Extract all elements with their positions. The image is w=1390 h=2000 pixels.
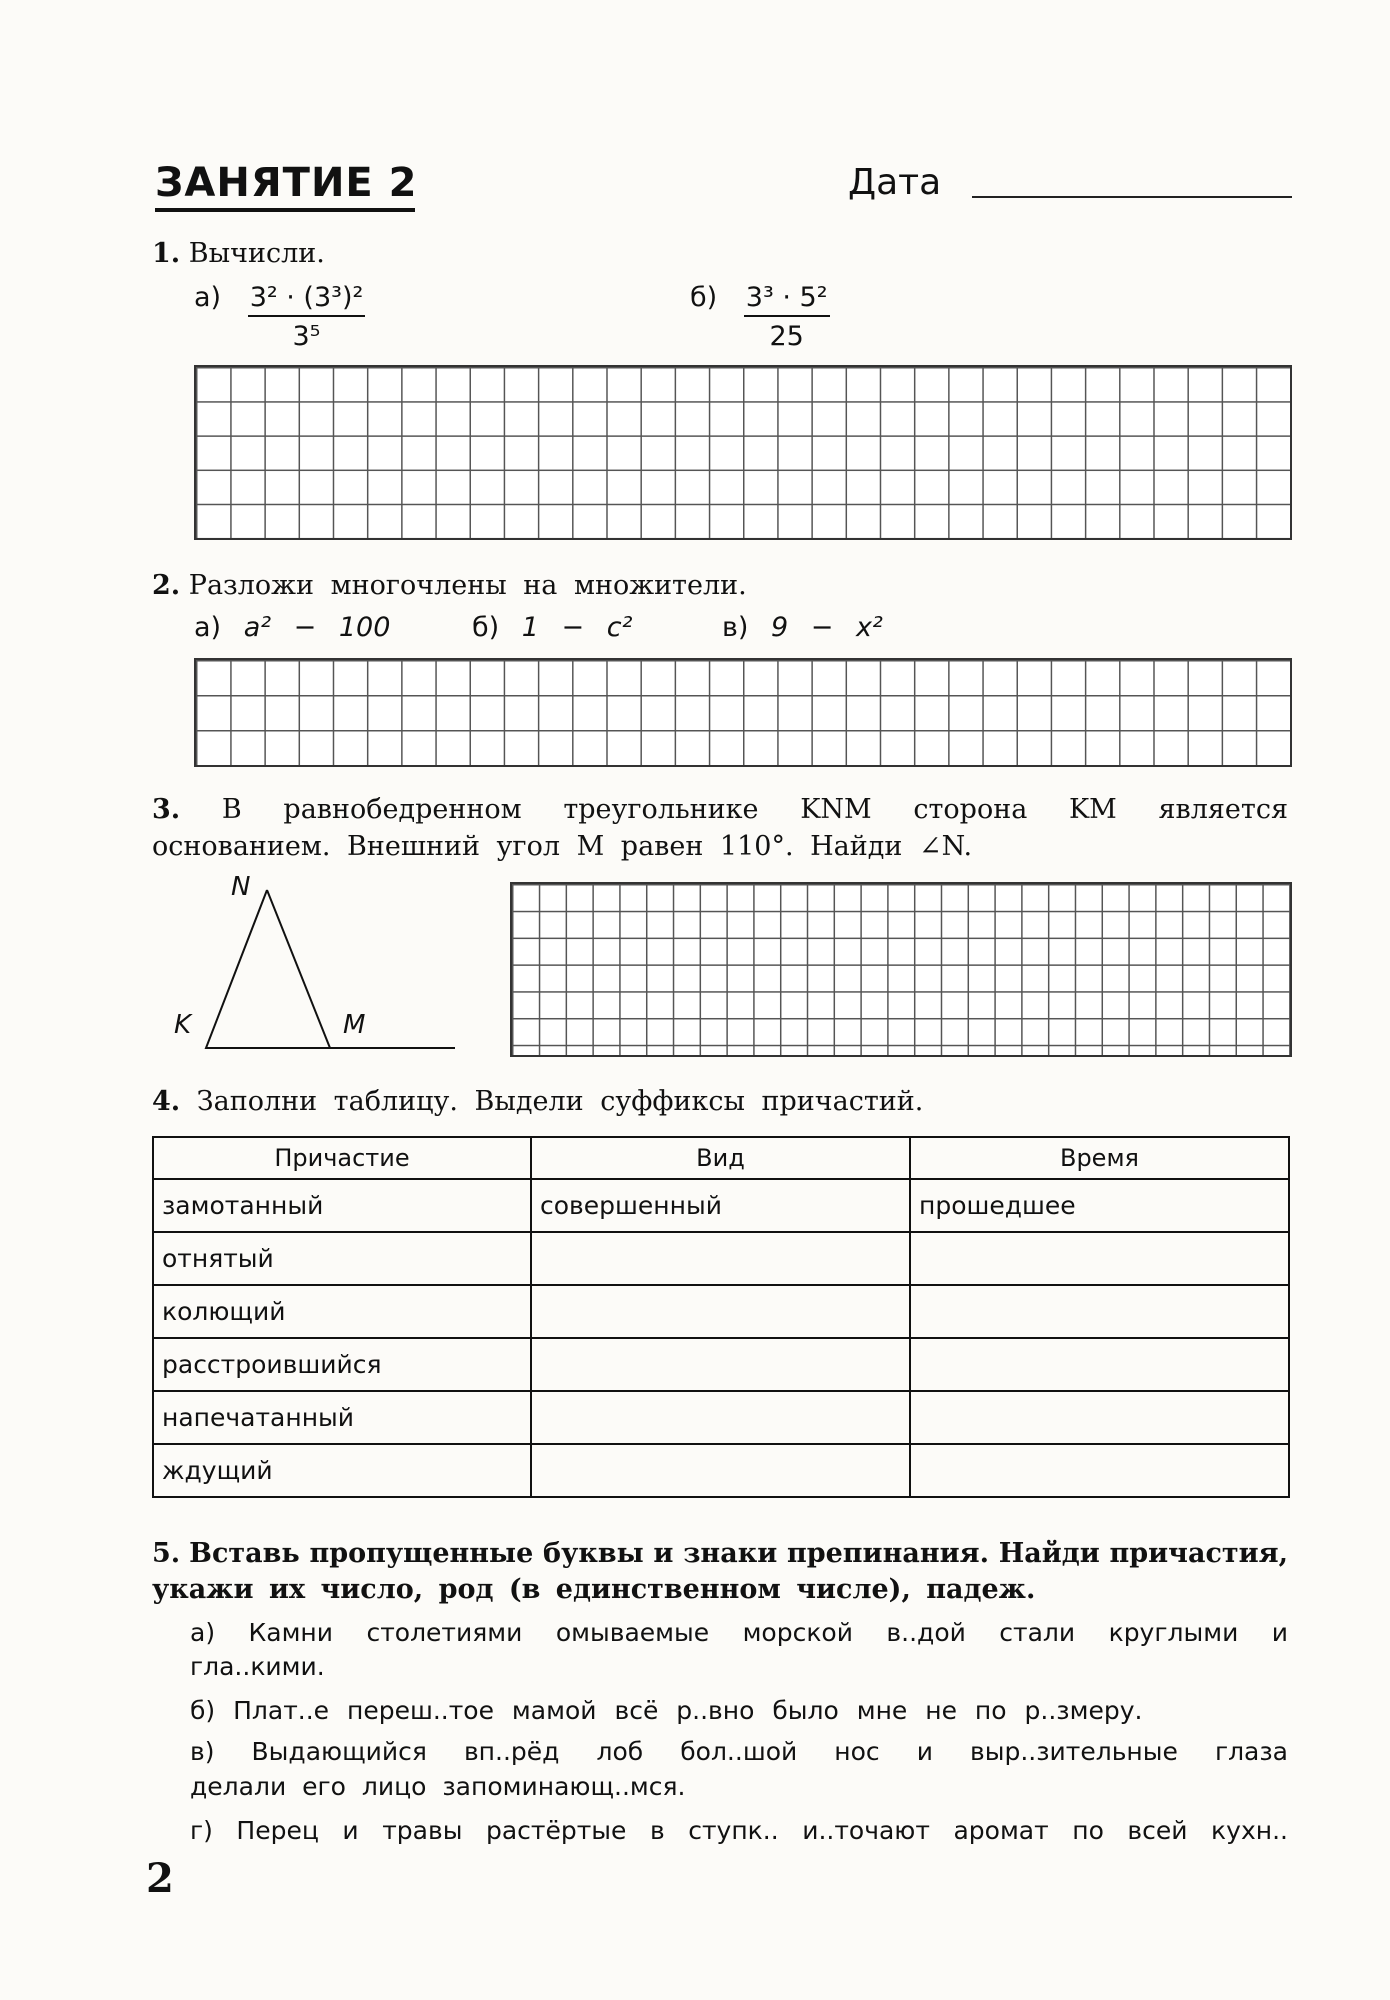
task-2-number: 2. <box>152 570 181 601</box>
task-5-line-1 <box>152 1536 1288 1572</box>
task-5-item-d-line-1: г) Перец и травы растёртые в ступк.. и..точают аромат по всей кухн.. <box>190 1816 1288 1845</box>
task-2-a-expression: a² − 100 <box>243 612 391 643</box>
aspect-cell[interactable] <box>531 1391 910 1444</box>
table-header-row <box>153 1137 1289 1179</box>
task-5-item-c-line-2: делали его лицо запоминающ..мся. <box>190 1772 686 1801</box>
task-5-item-c-line-1: в) Выдающийся вп..рёд лоб бол..шой нос и выр..зительные глаза <box>190 1737 1288 1766</box>
participles-table <box>152 1136 1290 1498</box>
task-1-answer-grid[interactable] <box>194 365 1292 540</box>
task-1-b <box>690 282 830 352</box>
task-2-heading <box>152 568 747 604</box>
task-5-item-a-line-1: а) Камни столетиями омываемые морской в..дой стали круглыми и <box>190 1618 1288 1647</box>
column-header-aspect: Вид <box>531 1137 910 1179</box>
task-4-heading <box>152 1084 923 1120</box>
task-5-item-b-line-1: б) Плат..е переш..тое мамой всё р..вно было мне не по р..змеру. <box>190 1696 1143 1725</box>
task-1-b-fraction <box>744 282 830 352</box>
tense-cell[interactable]: прошедшее <box>910 1179 1289 1232</box>
aspect-cell[interactable] <box>531 1232 910 1285</box>
date-field[interactable] <box>972 196 1292 198</box>
task-2-text: Разложи многочлены на множители. <box>188 570 747 601</box>
title-underline <box>155 208 415 212</box>
task-1-b-numerator: 3³ · 5² <box>744 282 830 317</box>
task-3-line-1 <box>152 792 1288 828</box>
tense-cell[interactable] <box>910 1285 1289 1338</box>
triangle-figure <box>165 862 475 1062</box>
task-5-number: 5. <box>152 1538 181 1569</box>
triangle-sides <box>206 890 319 1048</box>
task-3-number: 3. <box>152 794 181 825</box>
participle-cell: замотанный <box>153 1179 531 1232</box>
participle-cell: напечатанный <box>153 1391 531 1444</box>
tense-cell[interactable] <box>910 1444 1289 1497</box>
task-2-a <box>194 612 390 643</box>
task-5-text-2: укажи их число, род (в единственном числе), падеж. <box>152 1574 1036 1605</box>
column-header-participle: Причастие <box>153 1137 531 1179</box>
aspect-cell[interactable] <box>531 1444 910 1497</box>
task-1-b-label: б) <box>690 282 718 313</box>
task-2-answer-grid[interactable] <box>194 658 1292 767</box>
task-3-answer-grid[interactable] <box>510 882 1292 1057</box>
participle-cell: расстроившийся <box>153 1338 531 1391</box>
vertex-m-label: M <box>343 1010 366 1040</box>
participle-cell: ждущий <box>153 1444 531 1497</box>
task-2-c <box>722 612 883 643</box>
task-4-text: Заполни таблицу. Выдели суффиксы причастий. <box>196 1086 924 1117</box>
aspect-cell[interactable] <box>531 1285 910 1338</box>
task-2-b <box>472 612 632 643</box>
participle-cell: колющий <box>153 1285 531 1338</box>
participle-cell: отнятый <box>153 1232 531 1285</box>
task-1-b-denominator: 25 <box>769 321 804 352</box>
task-1-a <box>194 282 365 352</box>
task-1-a-denominator: 3⁵ <box>292 321 321 352</box>
task-2-b-expression: 1 − c² <box>521 612 633 643</box>
table-row <box>153 1285 1289 1338</box>
date-label: Дата <box>848 162 942 203</box>
task-1-a-numerator: 3² · (3³)² <box>248 282 366 317</box>
task-1-text: Вычисли. <box>188 238 325 269</box>
task-2-c-expression: 9 − x² <box>771 612 883 643</box>
page-title: ЗАНЯТИЕ 2 <box>155 160 418 206</box>
tense-cell[interactable] <box>910 1338 1289 1391</box>
table-row <box>153 1391 1289 1444</box>
vertex-n-label: N <box>231 872 251 902</box>
vertex-k-label: K <box>174 1010 192 1040</box>
table-row <box>153 1232 1289 1285</box>
task-5-text-1: Вставь пропущенные буквы и знаки препинания. Найди причастия, <box>189 1538 1288 1569</box>
task-2-a-label: а) <box>194 612 222 643</box>
table-row <box>153 1338 1289 1391</box>
task-1-a-label: а) <box>194 282 222 313</box>
table-row <box>153 1444 1289 1497</box>
task-1-a-fraction <box>248 282 366 352</box>
page-number: 2 <box>146 1855 174 1902</box>
task-2-c-label: в) <box>722 612 749 643</box>
task-5-item-a-line-2: гла..кими. <box>190 1652 325 1681</box>
task-4-number: 4. <box>152 1086 181 1117</box>
task-3-text-2: основанием. Внешний угол M равен 110°. Найди ∠N. <box>152 831 973 862</box>
task-1-number: 1. <box>152 238 181 269</box>
task-2-b-label: б) <box>472 612 500 643</box>
aspect-cell[interactable]: совершенный <box>531 1179 910 1232</box>
tense-cell[interactable] <box>910 1391 1289 1444</box>
triangle-side-nm <box>267 890 330 1048</box>
table-row <box>153 1179 1289 1232</box>
column-header-tense: Время <box>910 1137 1289 1179</box>
task-3-text-1: В равнобедренном треугольнике KNM сторона KM является <box>221 794 1288 825</box>
aspect-cell[interactable] <box>531 1338 910 1391</box>
tense-cell[interactable] <box>910 1232 1289 1285</box>
task-1-heading <box>152 236 325 272</box>
